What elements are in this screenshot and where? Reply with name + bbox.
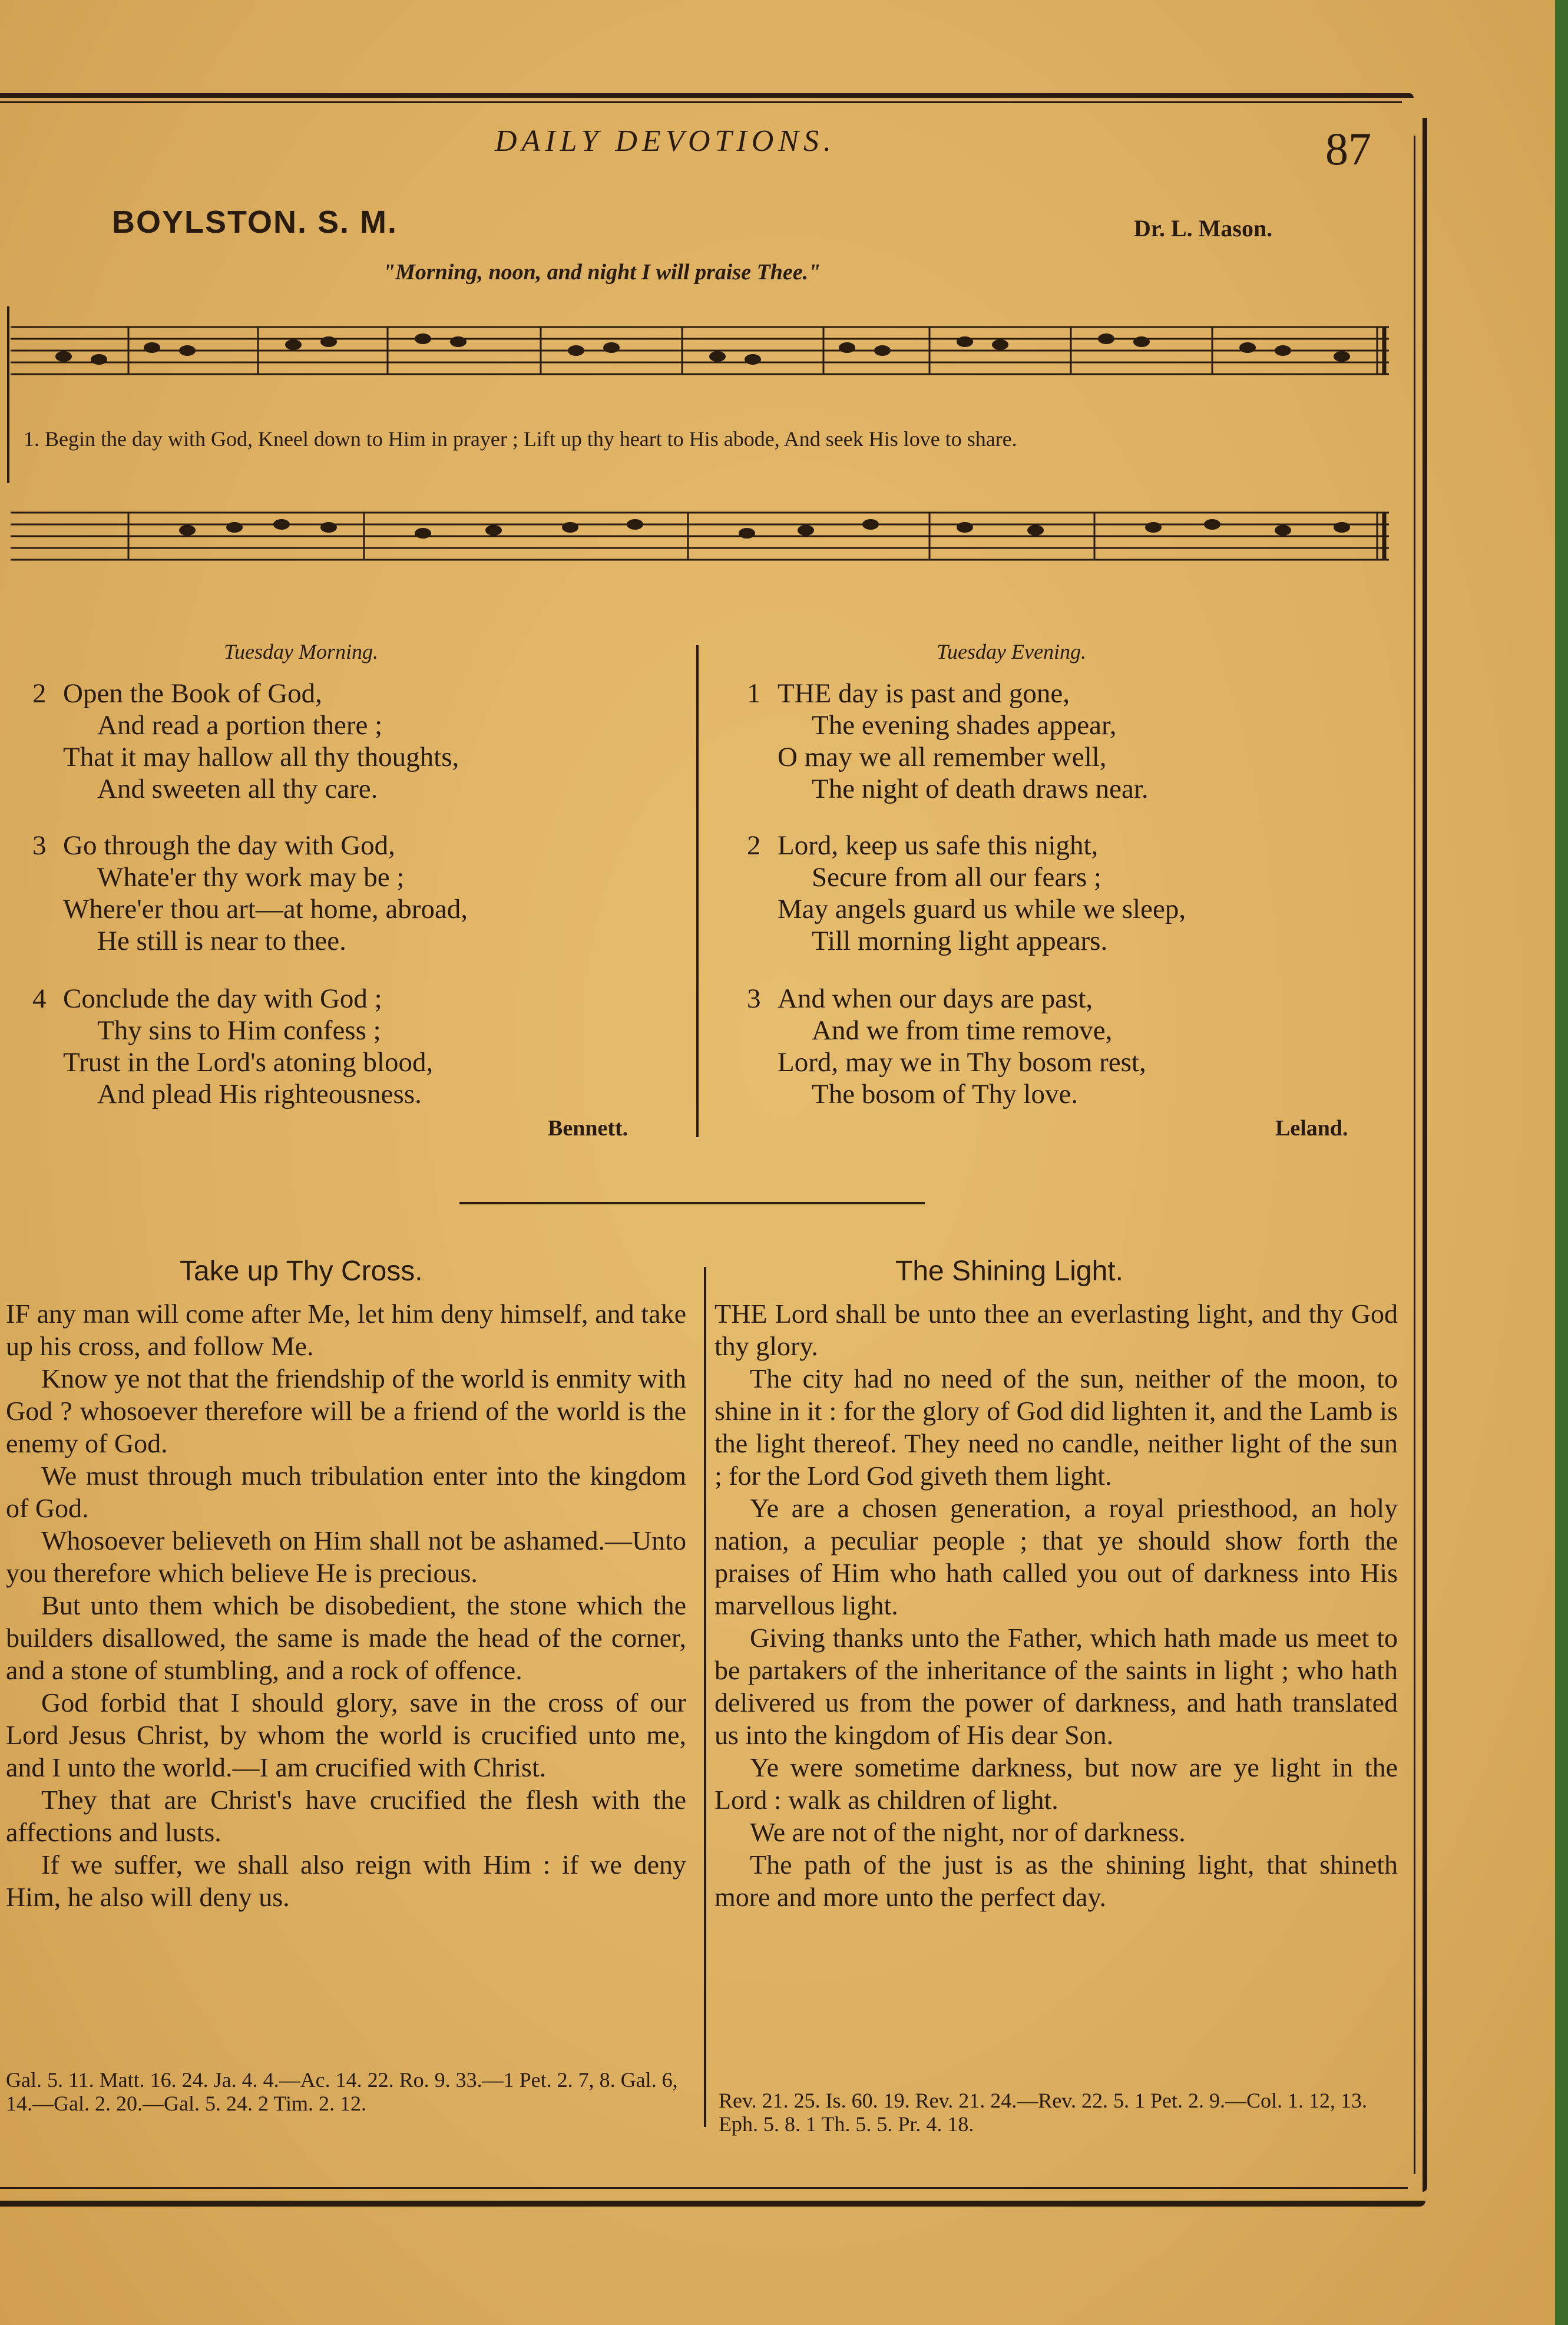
scripture-paragraph: Ye were sometime darkness, but now are ye light in the Lord : walk as children of light. xyxy=(714,1752,1398,1815)
scripture-references: Gal. 5. 11. Matt. 16. 24. Ja. 4. 4.—Ac. 14. 22. Ro. 9. 33.—1 Pet. 2. 7, 8. Gal. 6, 14.—Gal. 2. 20.—Gal. 5. 24. 2 Tim. 2. 12. xyxy=(6,2068,678,2115)
verse-line: Trust in the Lord's atoning blood, xyxy=(63,1047,434,1078)
hymn-tune-title: BOYLSTON. S. M. xyxy=(112,204,398,240)
scripture-paragraph: THE Lord shall be unto thee an everlasting light, and thy God thy glory. xyxy=(714,1299,1398,1361)
border-rule xyxy=(0,2187,1408,2189)
scripture-paragraph: God forbid that I should glory, save in the cross of our Lord Jesus Christ, by whom the world is crucified unto me, and I unto the world.—I am crucified with Christ. xyxy=(6,1687,686,1782)
scripture-paragraph: IF any man will come after Me, let him deny himself, and take up his cross, and follow Me. xyxy=(6,1299,686,1361)
verse-line: And read a portion there ; xyxy=(97,710,383,741)
verse-text: Go through the day with God, xyxy=(63,830,395,861)
epigraph: "Morning, noon, and night I will praise Thee." xyxy=(383,260,821,285)
border-rule xyxy=(0,101,1402,103)
stanza xyxy=(32,983,433,1110)
verse-text: And when our days are past, xyxy=(778,983,1093,1014)
verse-text: Open the Book of God, xyxy=(63,678,322,709)
border-rule xyxy=(0,93,1414,98)
scripture-paragraph: We must through much tribulation enter into the kingdom of God. xyxy=(6,1461,686,1523)
stanza xyxy=(747,678,1149,805)
scripture-references: Rev. 21. 25. Is. 60. 19. Rev. 21. 24.—Rev. 22. 5. 1 Pet. 2. 9.—Col. 1. 12, 13. Eph. 5. 8. 1 Th. 5. 5. Pr. 4. 18. xyxy=(719,2089,1367,2136)
scripture-paragraph: We are not of the night, nor of darkness. xyxy=(750,1817,1186,1847)
border-rule xyxy=(1423,118,1427,2192)
scripture-paragraph: If we suffer, we shall also reign with Him : if we deny Him, he also will deny us. xyxy=(6,1850,686,1912)
verse-line: The bosom of Thy love. xyxy=(812,1079,1079,1109)
page-number: 87 xyxy=(1325,123,1371,174)
verse-line: That it may hallow all thy thoughts, xyxy=(63,742,459,772)
hymn-author: Leland. xyxy=(1275,1116,1348,1141)
hymn-author: Bennett. xyxy=(548,1116,628,1141)
reading-title: The Shining Light. xyxy=(895,1256,1123,1287)
hymn-first-line: 1. Begin the day with God, Kneel down to Him in prayer ; Lift up thy heart to His abode, And seek His love to share. xyxy=(24,427,1017,451)
stanza xyxy=(747,983,1146,1110)
verse-line: And we from time remove, xyxy=(812,1015,1113,1046)
music-staff-bass xyxy=(11,501,1389,572)
verse-line: And plead His righteousness. xyxy=(97,1079,422,1109)
scripture-paragraph: The city had no need of the sun, neither of the moon, to shine in it : for the glory of God did lighten it, and the Lamb is the light thereof. They need no candle, neither light of the sun ; for the Lord God giveth them light. xyxy=(714,1363,1398,1491)
verse-line: The evening shades appear, xyxy=(812,710,1117,741)
running-head: DAILY DEVOTIONS. xyxy=(495,124,836,158)
scripture-paragraph: Ye are a chosen generation, a royal priesthood, an holy nation, a peculiar people ; that ye should show forth the praises of Him who hath called you out of darkness into His marvellous light. xyxy=(714,1493,1398,1620)
verse-line: And sweeten all thy care. xyxy=(97,774,378,804)
stanza-number: 2 xyxy=(32,678,47,709)
stanza xyxy=(32,830,468,957)
verse-line: Till morning light appears. xyxy=(812,926,1108,956)
section-divider xyxy=(459,1202,925,1204)
composer: Dr. L. Mason. xyxy=(1134,215,1273,242)
verse-line: Where'er thou art—at home, abroad, xyxy=(63,894,468,924)
verse-line xyxy=(32,830,468,861)
stanza-number: 3 xyxy=(747,983,761,1014)
verse-line xyxy=(747,983,1146,1015)
reading-title: Take up Thy Cross. xyxy=(180,1256,423,1287)
section-heading-morning: Tuesday Morning. xyxy=(224,640,379,663)
scripture-paragraph: But unto them which be disobedient, the stone which the builders disallowed, the same is made the head of the corner, and a stone of stumbling, and a rock of offence. xyxy=(6,1590,686,1685)
stanza-number: 2 xyxy=(747,830,761,861)
verse-text: Lord, keep us safe this night, xyxy=(778,830,1099,861)
scripture-paragraph: They that are Christ's have crucified the flesh with the affections and lusts. xyxy=(6,1785,686,1847)
scripture-reading xyxy=(714,1297,1398,1913)
verse-line xyxy=(32,678,459,709)
verse-line xyxy=(747,830,1186,861)
verse-line: He still is near to thee. xyxy=(97,926,346,956)
stanza-number: 4 xyxy=(32,983,47,1014)
verse-line: Thy sins to Him confess ; xyxy=(97,1015,381,1046)
verse-line: May angels guard us while we sleep, xyxy=(778,894,1186,924)
scripture-paragraph: Giving thanks unto the Father, which hath made us meet to be partakers of the inheritance of the saints in light ; who hath delivered us from the power of darkness, and hath translated us into the kingdom of His dear Son. xyxy=(714,1623,1398,1750)
verse-line: Secure from all our fears ; xyxy=(812,862,1101,893)
scripture-paragraph: The path of the just is as the shining light, that shineth more and more unto the perfect day. xyxy=(714,1850,1398,1912)
verse-line xyxy=(32,983,433,1015)
stanza-number: 3 xyxy=(32,830,47,861)
verse-text: Conclude the day with God ; xyxy=(63,983,382,1014)
scripture-paragraph: Whosoever believeth on Him shall not be ashamed.—Unto you therefore which believe He is precious. xyxy=(6,1525,686,1588)
column-divider xyxy=(696,645,699,1137)
stanza xyxy=(747,830,1186,957)
verse-text: THE day is past and gone, xyxy=(778,678,1070,709)
section-heading-evening: Tuesday Evening. xyxy=(937,640,1086,663)
column-divider xyxy=(704,1267,706,2127)
scripture-paragraph: Know ye not that the friendship of the world is enmity with God ? whosoever therefore will be a friend of the world is the enemy of God. xyxy=(6,1363,686,1458)
staff-bracket xyxy=(7,306,9,483)
verse-line xyxy=(747,678,1149,709)
page-edge xyxy=(1555,0,1568,2325)
music-staff-treble xyxy=(11,315,1389,386)
verse-line: O may we all remember well, xyxy=(778,742,1107,772)
scripture-reading xyxy=(6,1297,686,1913)
border-rule xyxy=(0,2201,1425,2207)
stanza xyxy=(32,678,459,805)
verse-line: Lord, may we in Thy bosom rest, xyxy=(778,1047,1146,1078)
verse-line: Whate'er thy work may be ; xyxy=(97,862,405,893)
border-rule xyxy=(1414,136,1415,2174)
stanza-number: 1 xyxy=(747,678,761,709)
verse-line: The night of death draws near. xyxy=(812,774,1149,804)
